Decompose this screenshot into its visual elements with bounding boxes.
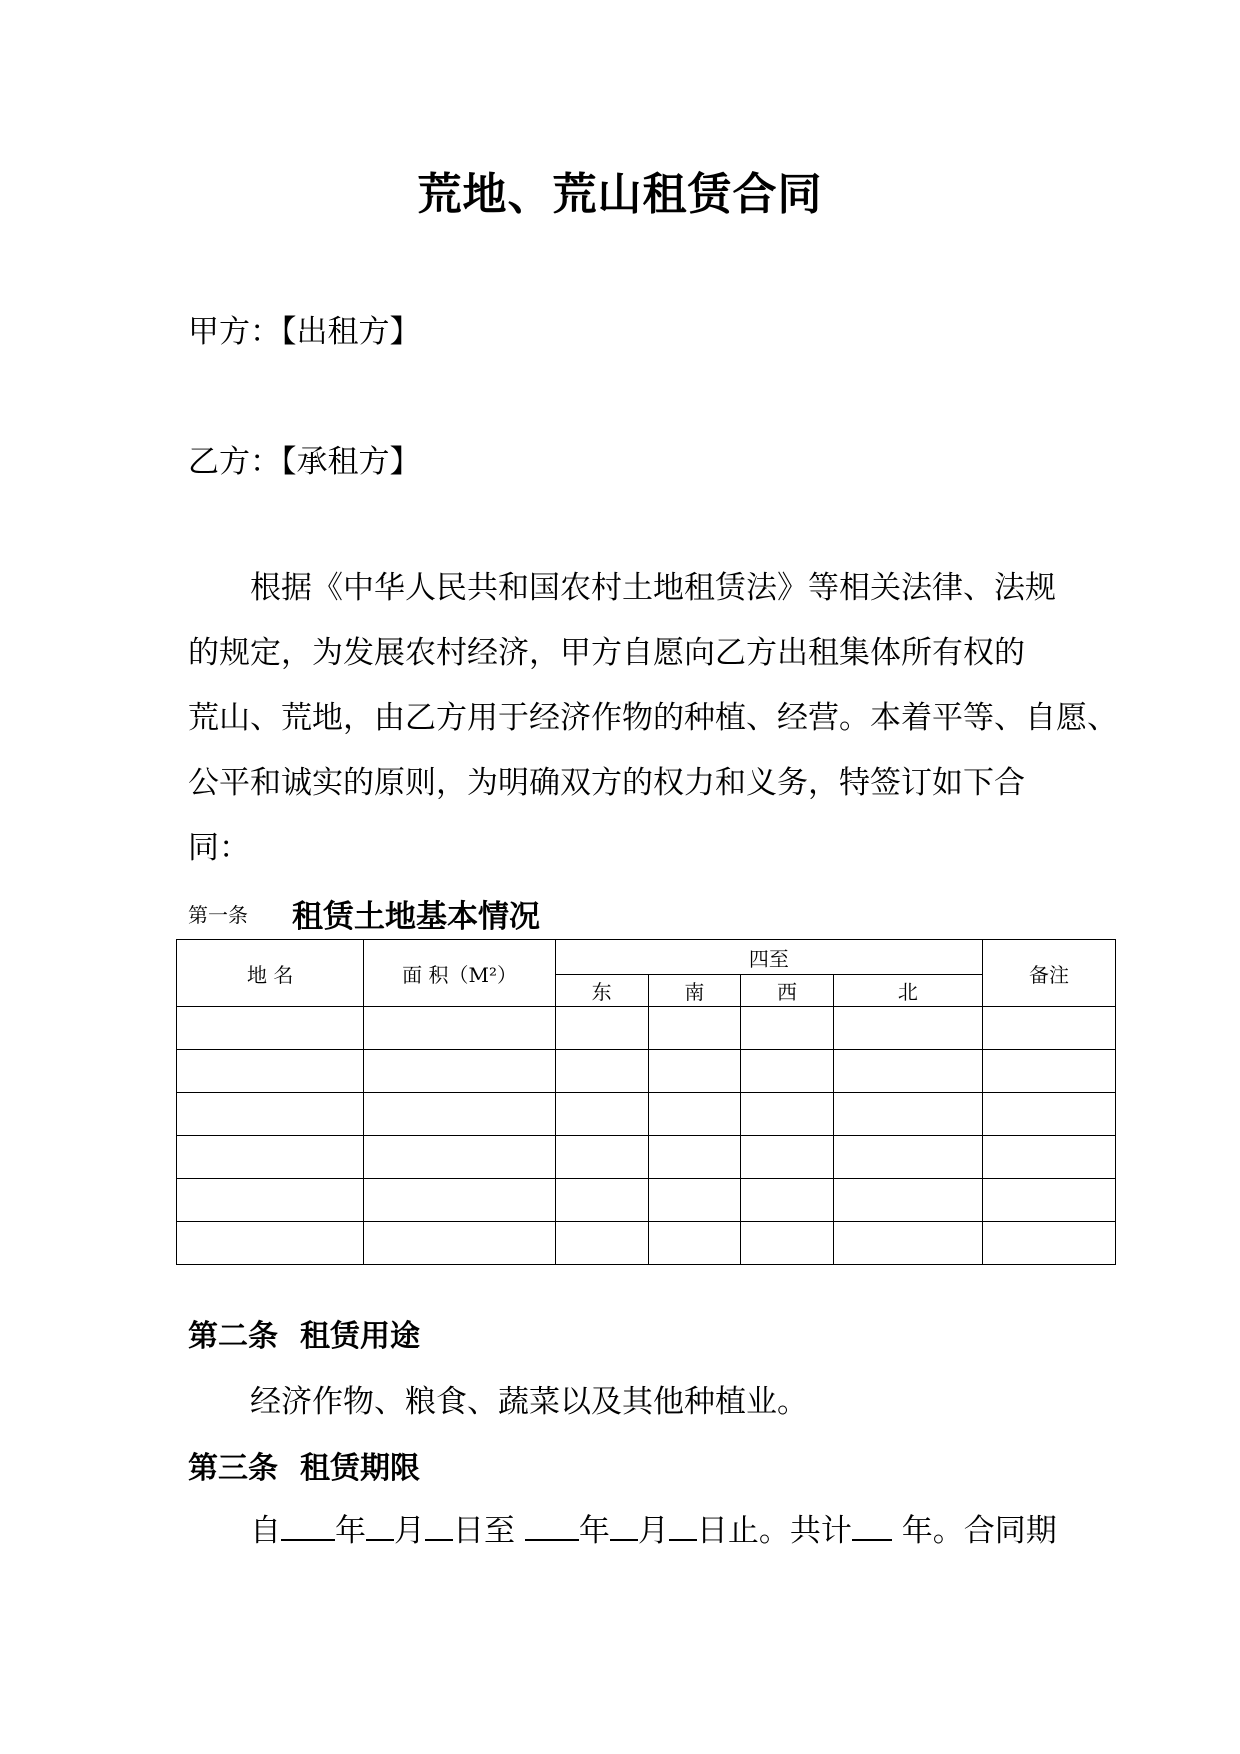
header-east: 东	[555, 975, 648, 1007]
table-cell	[741, 1136, 834, 1179]
term-year-text: 年	[335, 1513, 366, 1549]
table-cell	[364, 1050, 555, 1093]
table-cell	[648, 1050, 741, 1093]
party-b-line: 乙方：【承租方】	[188, 444, 421, 480]
total-years-blank	[852, 1509, 892, 1541]
table-cell	[833, 1179, 982, 1222]
table-row	[177, 1007, 1116, 1050]
table-cell	[555, 1007, 648, 1050]
table-cell	[648, 1007, 741, 1050]
table-cell	[648, 1179, 741, 1222]
table-cell	[741, 1093, 834, 1136]
table-cell	[833, 1050, 982, 1093]
land-info-table	[176, 939, 1116, 1265]
article-3-heading	[188, 1443, 420, 1487]
table-cell	[982, 1222, 1115, 1265]
table-cell	[982, 1136, 1115, 1179]
article-1-title: 租赁土地基本情况	[292, 899, 540, 935]
table-row	[177, 1136, 1116, 1179]
intro-line: 公平和诚实的原则，为明确双方的权力和义务，特签订如下合	[188, 765, 1025, 801]
table-cell	[555, 1136, 648, 1179]
header-remark: 备注	[982, 940, 1115, 1007]
table-cell	[177, 1222, 364, 1265]
table-cell	[555, 1179, 648, 1222]
intro-line: 的规定，为发展农村经济，甲方自愿向乙方出租集体所有权的	[188, 635, 1025, 671]
intro-line: 根据《中华人民共和国农村土地租赁法》等相关法律、法规	[250, 570, 1056, 606]
table-cell	[555, 1050, 648, 1093]
article-2-body: 经济作物、粮食、蔬菜以及其他种植业。	[250, 1384, 808, 1420]
table-cell	[177, 1179, 364, 1222]
table-cell	[833, 1093, 982, 1136]
term-from-text: 自	[250, 1513, 281, 1549]
header-boundaries: 四至	[555, 940, 982, 975]
table-cell	[833, 1222, 982, 1265]
table-row	[177, 1050, 1116, 1093]
header-area: 面 积（M²）	[364, 940, 555, 1007]
term-day-end-text: 日止。共计	[696, 1513, 852, 1549]
intro-line: 同：	[188, 830, 250, 866]
table-cell	[741, 1179, 834, 1222]
table-cell	[648, 1136, 741, 1179]
intro-paragraph	[188, 556, 1118, 881]
intro-line: 荒山、荒地，由乙方用于经济作物的种植、经营。本着平等、自愿、	[188, 700, 1118, 736]
article-3-body	[250, 1505, 1057, 1550]
header-south: 南	[648, 975, 741, 1007]
table-cell	[177, 1136, 364, 1179]
start-month-blank	[366, 1509, 394, 1541]
table-cell	[833, 1136, 982, 1179]
article-2-heading	[188, 1311, 420, 1355]
table-cell	[833, 1007, 982, 1050]
header-west: 西	[741, 975, 834, 1007]
table-cell	[555, 1093, 648, 1136]
table-row	[177, 1093, 1116, 1136]
term-day-to-text: 日至	[453, 1513, 515, 1549]
start-year-blank	[281, 1509, 335, 1541]
table-cell	[648, 1222, 741, 1265]
article-2-number: 第二条	[188, 1319, 278, 1354]
table-cell	[555, 1222, 648, 1265]
table-cell	[982, 1007, 1115, 1050]
table-cell	[982, 1050, 1115, 1093]
article-1-heading	[188, 891, 540, 936]
table-cell	[177, 1050, 364, 1093]
table-cell	[177, 1093, 364, 1136]
table-cell	[364, 1222, 555, 1265]
table-cell	[364, 1093, 555, 1136]
end-day-blank	[669, 1509, 697, 1541]
document-title: 荒地、荒山租赁合同	[417, 169, 823, 220]
end-year-blank	[525, 1509, 579, 1541]
article-2-title: 租赁用途	[300, 1319, 420, 1354]
table-cell	[741, 1222, 834, 1265]
article-3-number: 第三条	[188, 1451, 278, 1486]
term-year-text: 年	[578, 1513, 610, 1549]
table-cell	[177, 1007, 364, 1050]
end-month-blank	[610, 1509, 638, 1541]
table-cell	[982, 1093, 1115, 1136]
term-month-text: 月	[637, 1513, 669, 1549]
table-cell	[364, 1007, 555, 1050]
party-a-line: 甲方：【出租方】	[188, 314, 421, 350]
header-place-name: 地 名	[177, 940, 364, 1007]
article-3-title: 租赁期限	[300, 1451, 420, 1486]
table-cell	[741, 1007, 834, 1050]
table-cell	[364, 1136, 555, 1179]
table-row	[177, 1222, 1116, 1265]
article-1-number: 第一条	[188, 903, 248, 927]
table-cell	[741, 1050, 834, 1093]
table-row	[177, 1179, 1116, 1222]
table-cell	[982, 1179, 1115, 1222]
term-month-text: 月	[394, 1513, 425, 1549]
start-day-blank	[425, 1509, 453, 1541]
table-cell	[364, 1179, 555, 1222]
table-cell	[648, 1093, 741, 1136]
header-north: 北	[833, 975, 982, 1007]
term-years-end-text: 年。合同期	[901, 1513, 1057, 1549]
